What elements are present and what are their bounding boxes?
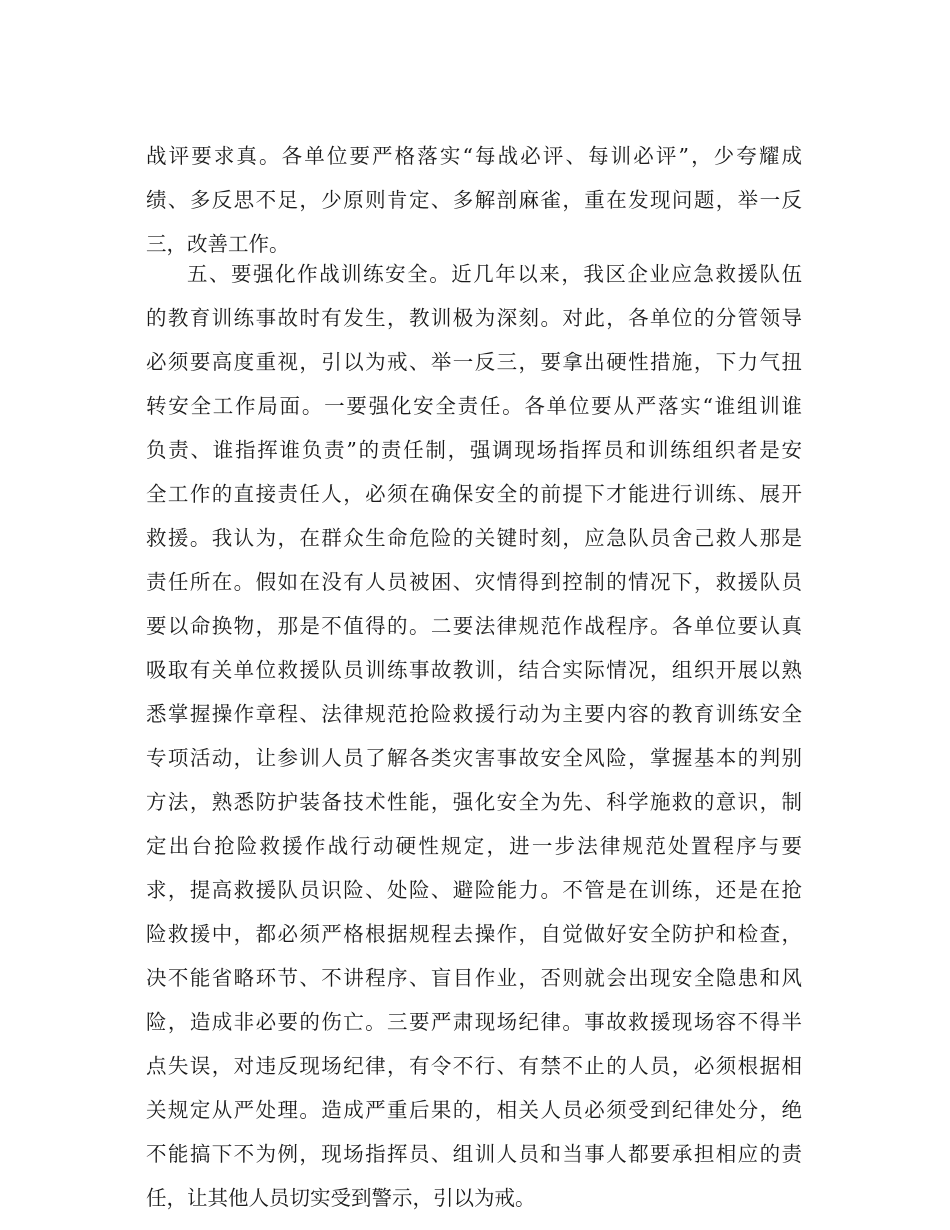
text-line: 三，改善工作。 <box>146 232 290 256</box>
text-line: 负责、谁指挥谁负责”的责任制，强调现场指挥员和训练组织者是安 <box>146 438 802 462</box>
text-line: 险救援中，都必须严格根据规程去操作，自觉做好安全防护和检查， <box>146 922 802 946</box>
text-line: 险，造成非必要的伤亡。三要严肃现场纪律。事故救援现场容不得半 <box>146 1010 802 1034</box>
text-line: 悉掌握操作章程、法律规范抢险救援行动为主要内容的教育训练安全 <box>146 702 802 726</box>
text-line: 救援。我认为，在群众生命危险的关键时刻，应急队员舍己救人那是 <box>146 526 802 550</box>
text-line: 决不能省略环节、不讲程序、盲目作业，否则就会出现安全隐患和风 <box>146 966 802 990</box>
text-line: 战评要求真。各单位要严格落实“每战必评、每训必评”，少夸耀成 <box>146 144 802 168</box>
text-line: 的教育训练事故时有发生，教训极为深刻。对此，各单位的分管领导 <box>146 306 802 330</box>
text-line: 必须要高度重视，引以为戒、举一反三，要拿出硬性措施，下力气扭 <box>146 350 802 374</box>
text-line: 责任所在。假如在没有人员被困、灾情得到控制的情况下，救援队员 <box>146 570 802 594</box>
text-line: 全工作的直接责任人，必须在确保安全的前提下才能进行训练、展开 <box>146 482 802 506</box>
text-line: 五、要强化作战训练安全。近几年以来，我区企业应急救援队伍 <box>187 262 802 286</box>
text-line: 求，提高救援队员识险、处险、避险能力。不管是在训练，还是在抢 <box>146 878 802 902</box>
text-line: 要以命换物，那是不值得的。二要法律规范作战程序。各单位要认真 <box>146 614 802 638</box>
text-line: 转安全工作局面。一要强化安全责任。各单位要从严落实“谁组训谁 <box>146 394 802 418</box>
text-line: 关规定从严处理。造成严重后果的，相关人员必须受到纪律处分，绝 <box>146 1098 802 1122</box>
text-line: 绩、多反思不足，少原则肯定、多解剖麻雀，重在发现问题，举一反 <box>146 188 802 212</box>
text-line: 不能搞下不为例，现场指挥员、组训人员和当事人都要承担相应的责 <box>146 1142 802 1166</box>
text-line: 定出台抢险救援作战行动硬性规定，进一步法律规范处置程序与要 <box>146 834 802 858</box>
text-line: 专项活动，让参训人员了解各类灾害事故安全风险，掌握基本的判别 <box>146 746 802 770</box>
text-line: 点失误，对违反现场纪律，有令不行、有禁不止的人员，必须根据相 <box>146 1054 802 1078</box>
text-line: 方法，熟悉防护装备技术性能，强化安全为先、科学施救的意识，制 <box>146 790 802 814</box>
text-line: 任，让其他人员切实受到警示，引以为戒。 <box>146 1186 536 1210</box>
text-line: 吸取有关单位救援队员训练事故教训，结合实际情况，组织开展以熟 <box>146 658 802 682</box>
